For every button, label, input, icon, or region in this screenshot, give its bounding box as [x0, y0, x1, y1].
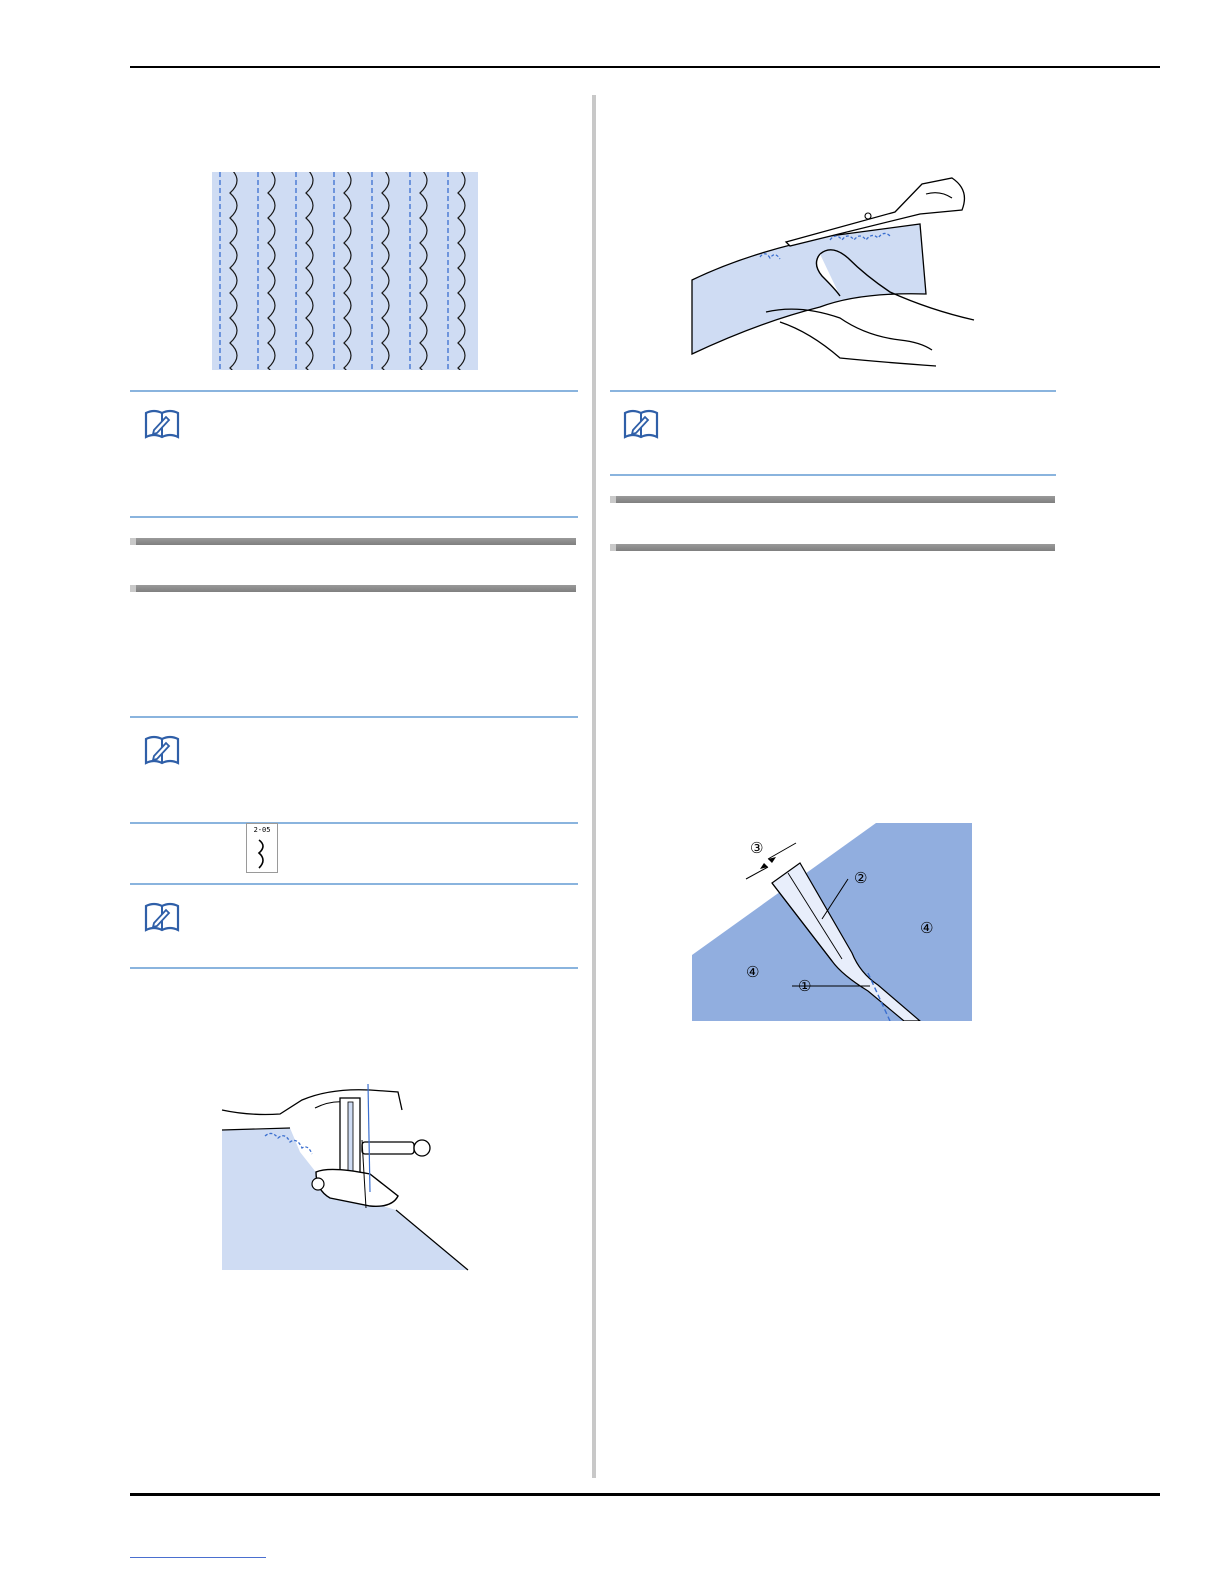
- label-measurement: ③: [750, 839, 764, 857]
- memo-rule-top: [130, 883, 578, 885]
- footer-link-underline[interactable]: [130, 1557, 266, 1558]
- scissors-trimming-figure: [690, 172, 976, 372]
- scallop-stitch-icon: [255, 838, 271, 870]
- label-stitch-line: ①: [798, 977, 812, 995]
- memo-note-icon: [144, 405, 180, 441]
- section-heading-bar-top: [130, 538, 576, 545]
- pattern-code: 2-05: [253, 826, 271, 834]
- scallop-rows-figure: [212, 172, 478, 370]
- memo-note-icon: [144, 731, 180, 767]
- section-heading-bar-bottom: [130, 585, 576, 592]
- label-fabric-left: ④: [746, 963, 760, 981]
- memo-rule-bottom: [130, 516, 578, 518]
- memo-rule-bottom: [130, 822, 578, 824]
- memo-note-icon: [623, 405, 659, 441]
- memo-rule-top: [130, 716, 578, 718]
- memo-note-icon: [144, 898, 180, 934]
- seam-fold-figure: [692, 823, 972, 1021]
- section-heading-bar-top: [610, 496, 1055, 503]
- memo-rule-bottom: [610, 474, 1056, 476]
- footer-rule: [130, 1493, 1160, 1496]
- column-divider: [592, 95, 596, 1478]
- label-fabric-right: ④: [920, 919, 934, 937]
- presser-foot-figure: [220, 1080, 470, 1272]
- section-heading-bar-bottom: [610, 544, 1055, 551]
- fabric-swatch: [212, 172, 478, 370]
- memo-rule-top: [610, 390, 1056, 392]
- stitch-pattern-key[interactable]: [246, 823, 278, 873]
- memo-rule-top: [130, 390, 578, 392]
- label-fabric-fold: ②: [854, 869, 868, 887]
- memo-rule-bottom: [130, 967, 578, 969]
- header-rule: [130, 66, 1160, 68]
